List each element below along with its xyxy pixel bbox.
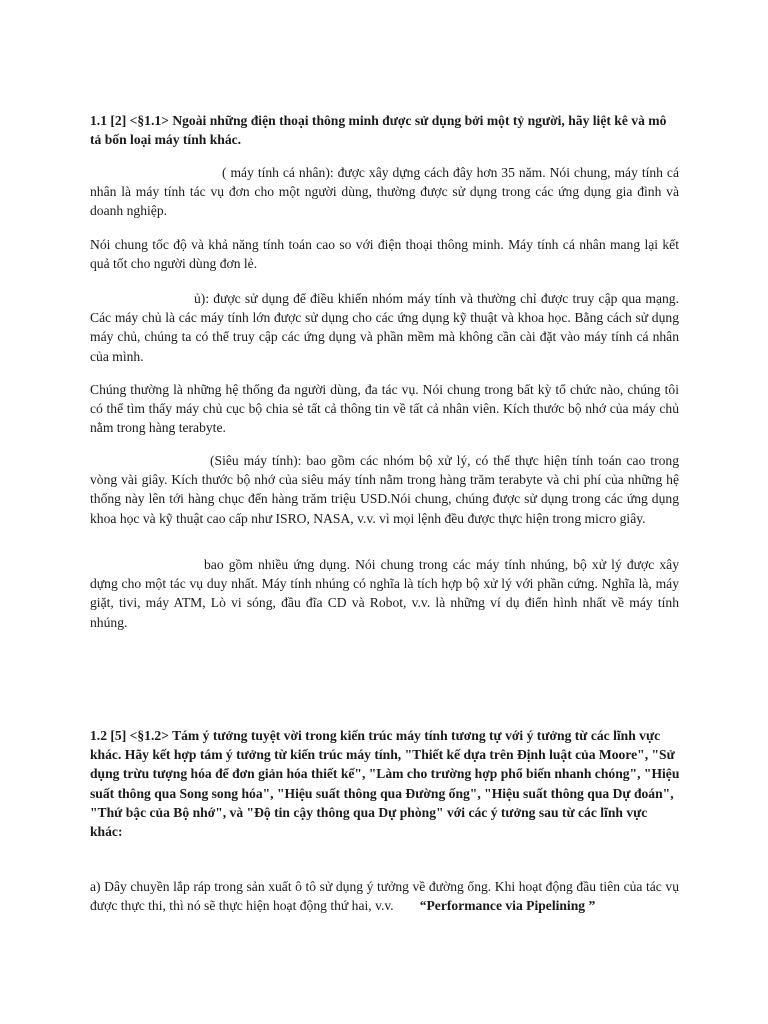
answer-a-text: a) Dây chuyền lắp ráp trong sản xuất ô tô sử dụng ý tưởng về đường ống. Khi hoạt động đầu tiên của tác vụ được thực thi, thì nó sẽ thực hiện hoạt động thứ hai, v.v. xyxy=(90,879,679,914)
paragraph-personal-computer-note: Nói chung tốc độ và khả năng tính toán cao so với điện thoại thông minh. Máy tính cá nhân mang lại kết quả tốt cho người dùng đơn lẻ. xyxy=(90,237,679,272)
paragraph-server: ủ): được sử dụng để điều khiển nhóm máy tính và thường chỉ được truy cập qua mạng. Các máy chủ là các máy tính lớn được sử dụng cho các ứng dụng kỹ thuật và khoa học. Bằng cách sử dụng máy chủ, chúng ta có thể truy cập các ứng dụng và phần mềm mà không cần cài đặt vào máy tính cá nhân của mình. xyxy=(90,291,679,364)
answer-a xyxy=(90,877,679,915)
question-2-heading: 1.2 [5] <§1.2> Tám ý tưởng tuyệt vời trong kiến trúc máy tính tương tự với ý tưởng từ các lĩnh vực khác. Hãy kết hợp tám ý tưởng từ kiến trúc máy tính, "Thiết kế dựa trên Định luật của Moore", "Sử dụng trừu tượng hóa để đơn giản hóa thiết kế", "Làm cho trường hợp phổ biến nhanh chóng", "Hiệu suất thông qua Song song hóa", "Hiệu suất thông qua Đường ống", "Hiệu suất thông qua Dự đoán", "Thứ bậc của Bộ nhớ", và "Độ tin cậy thông qua Dự phòng" với các ý tưởng sau từ các lĩnh vực khác: xyxy=(90,728,680,840)
question-1-heading: 1.1 [2] <§1.1> Ngoài những điện thoại thông minh được sử dụng bởi một tỷ người, hãy liệt kê và mô tả bốn loại máy tính khác. xyxy=(90,113,667,148)
paragraph-supercomputer: (Siêu máy tính): bao gồm các nhóm bộ xử lý, có thể thực hiện tính toán cao trong vòng vài giây. Kích thước bộ nhớ của siêu máy tính nằm trong hàng trăm terabyte và chi phí của những hệ thống này lên tới hàng chục đến hàng trăm triệu USD.Nói chung, chúng được sử dụng trong các ứng dụng khoa học và kỹ thuật cao cấp như ISRO, NASA, v.v. vì mọi lệnh đều được thực hiện trong micro giây. xyxy=(90,453,679,526)
paragraph-personal-computer: ( máy tính cá nhân): được xây dựng cách đây hơn 35 năm. Nói chung, máy tính cá nhân là máy tính tác vụ đơn cho một người dùng, thường được sử dụng trong các ứng dụng gia đình và doanh nghiệp. xyxy=(90,165,679,219)
answer-a-label: “Performance via Pipelining ” xyxy=(419,898,596,914)
paragraph-embedded-computer: bao gồm nhiều ứng dụng. Nói chung trong các máy tính nhúng, bộ xử lý được xây dựng cho một tác vụ duy nhất. Máy tính nhúng có nghĩa là tích hợp bộ xử lý với phần cứng. Nghĩa là, máy giặt, tivi, máy ATM, Lò vi sóng, đầu đĩa CD và Robot, v.v. là những ví dụ điển hình nhất về máy tính nhúng. xyxy=(90,557,679,630)
paragraph-server-note: Chúng thường là những hệ thống đa người dùng, đa tác vụ. Nói chung trong bất kỳ tổ chức nào, chúng tôi có thể tìm thấy máy chủ cục bộ chia sẻ tất cả thông tin về tất cả nhân viên. Kích thước bộ nhớ của máy chủ nằm trong hàng terabyte. xyxy=(90,382,679,436)
